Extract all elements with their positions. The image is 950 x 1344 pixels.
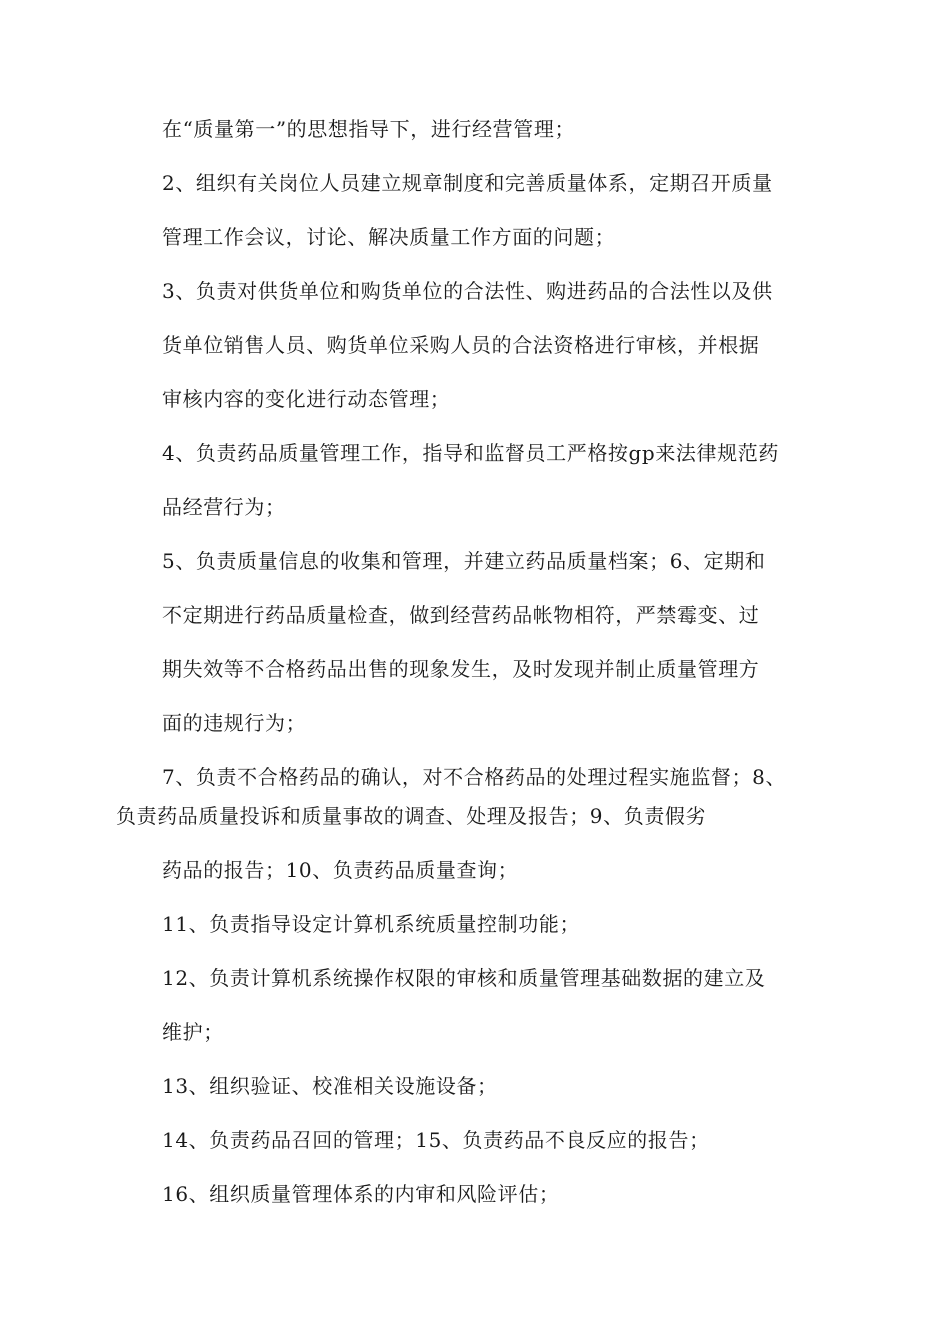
text-line-1: 在“质量第一”的思想指导下，进行经营管理； [162,117,576,141]
text-line-19: 13、组织验证、校准相关设施设备； [162,1074,498,1098]
text-line-4: 3、负责对供货单位和购货单位的合法性、购进药品的合法性以及供 [162,279,773,303]
text-line-8: 品经营行为； [162,495,286,519]
text-line-16: 11、负责指导设定计算机系统质量控制功能； [162,912,581,936]
text-line-18: 维护； [162,1020,224,1044]
text-line-12: 面的违规行为； [162,711,307,735]
text-line-3: 管理工作会议，讨论、解决质量工作方面的问题； [162,225,616,249]
text-line-15: 药品的报告；10、负责药品质量查询； [162,858,519,882]
text-line-9: 5、负责质量信息的收集和管理，并建立药品质量档案；6、定期和 [162,549,766,573]
text-line-17: 12、负责计算机系统操作权限的审核和质量管理基础数据的建立及 [162,966,766,990]
text-line-21: 16、组织质量管理体系的内审和风险评估； [162,1182,560,1206]
text-line-14: 负责药品质量投诉和质量事故的调查、处理及报告；9、负责假劣 [116,804,707,828]
text-line-13: 7、负责不合格药品的确认，对不合格药品的处理过程实施监督；8、 [162,765,787,789]
text-line-2: 2、组织有关岗位人员建立规章制度和完善质量体系，定期召开质量 [162,171,773,195]
text-line-7: 4、负责药品质量管理工作，指导和监督员工严格按gp来法律规范药 [162,441,779,465]
text-line-11: 期失效等不合格药品出售的现象发生，及时发现并制止质量管理方 [162,657,760,681]
text-line-6: 审核内容的变化进行动态管理； [162,387,451,411]
text-line-10: 不定期进行药品质量检查，做到经营药品帐物相符，严禁霉变、过 [162,603,760,627]
text-line-5: 货单位销售人员、购货单位采购人员的合法资格进行审核，并根据 [162,333,760,357]
text-line-20: 14、负责药品召回的管理；15、负责药品不良反应的报告； [162,1128,710,1152]
